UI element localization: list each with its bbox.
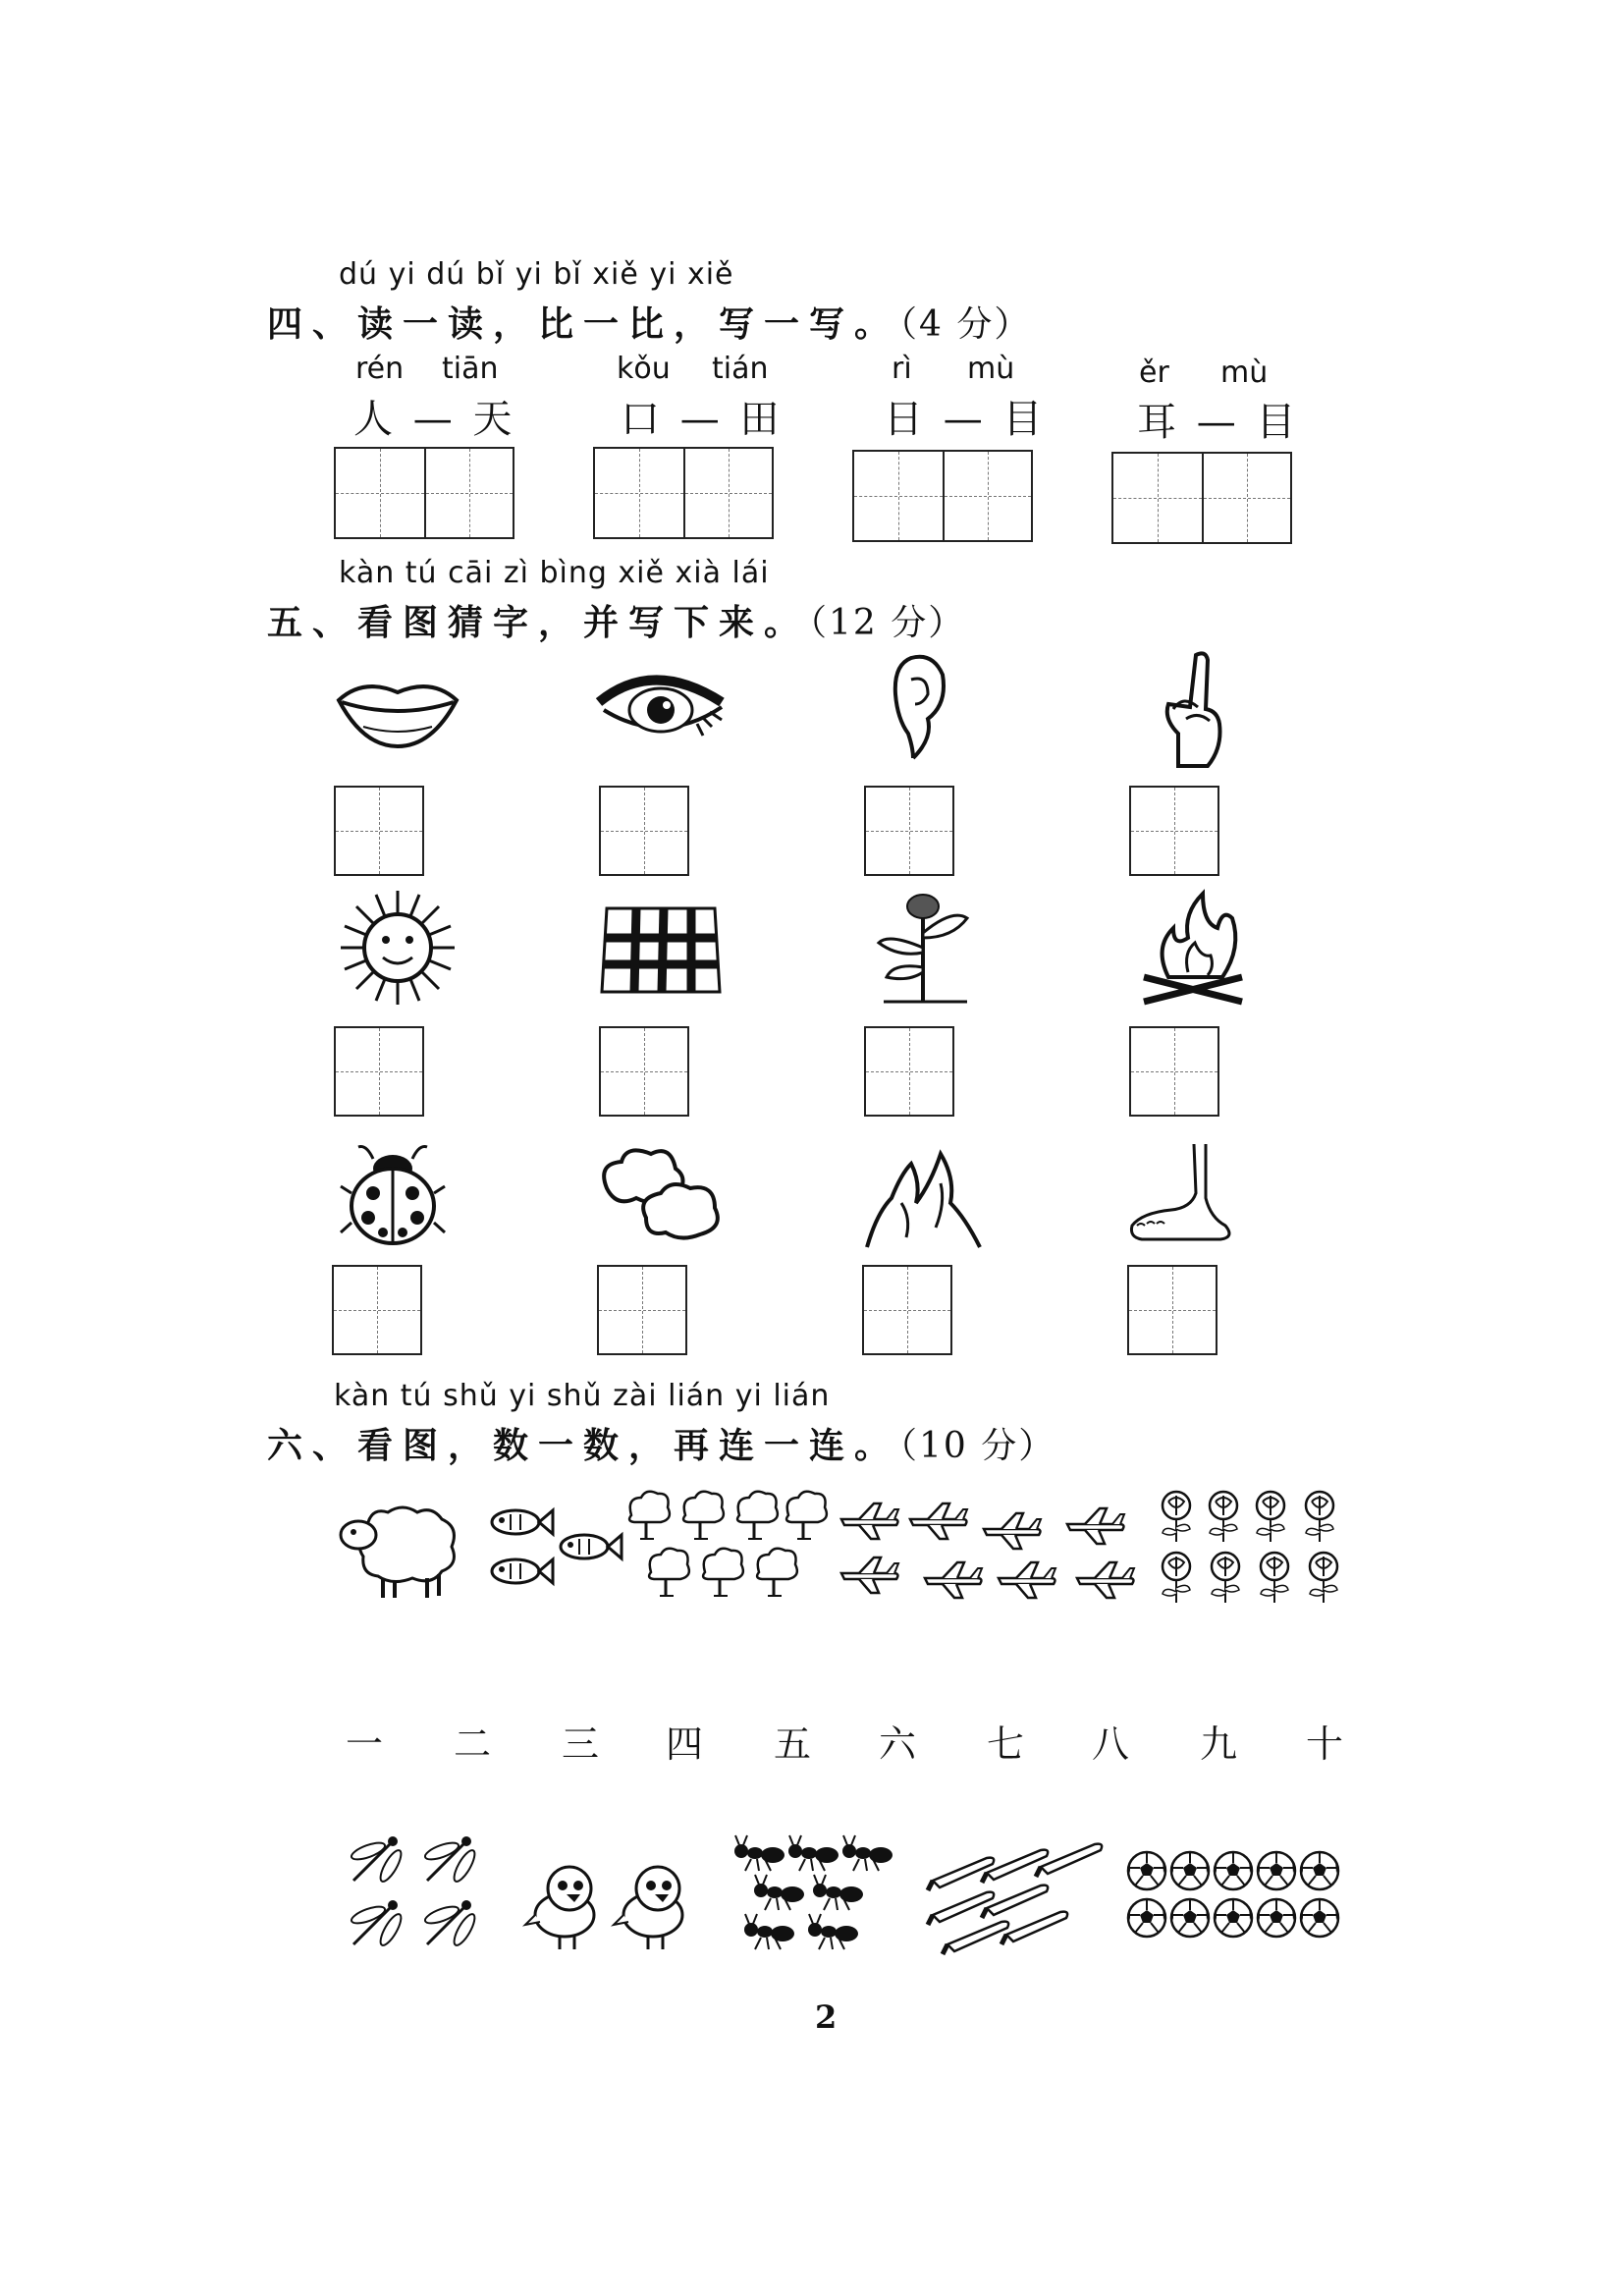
eye-picture: [594, 663, 731, 751]
tree-group: [626, 1488, 828, 1601]
football-group: [1127, 1851, 1348, 1959]
section6-heading: [267, 1418, 1055, 1468]
pair1-pinyin-a: rén: [355, 352, 405, 386]
page-number: 2: [815, 1998, 838, 2036]
cloud-picture: [597, 1144, 725, 1242]
section6-score: （10 分）: [899, 1426, 1056, 1466]
numeral-10[interactable]: 十: [1306, 1722, 1344, 1766]
pair1-pinyin-b: tiān: [442, 352, 499, 386]
answer-box-cloud[interactable]: [597, 1265, 687, 1355]
plane-group: [839, 1498, 1144, 1606]
section4-title: 四、读一读，比一比，写一写。: [267, 303, 900, 345]
answer-box-bug[interactable]: [332, 1265, 422, 1355]
numeral-3[interactable]: 三: [562, 1722, 600, 1766]
ant-group: [731, 1831, 918, 1959]
section4-heading: [267, 297, 1031, 347]
numeral-6[interactable]: 六: [879, 1722, 917, 1766]
numeral-9[interactable]: 九: [1200, 1722, 1238, 1766]
pair2-pinyin-b: tián: [712, 352, 769, 386]
section5-score: （12 分）: [809, 603, 966, 643]
numeral-5[interactable]: 五: [774, 1722, 812, 1766]
pair2-chars: 口 — 田: [621, 397, 784, 442]
section5-title: 五、看图猜字，并写下来。: [267, 602, 810, 643]
answer-box-field[interactable]: [599, 1026, 689, 1117]
answer-box-hand[interactable]: [1129, 786, 1219, 876]
section6-pinyin: kàn tú shǔ yi shǔ zài lián yi lián: [334, 1379, 831, 1413]
knife-group: [928, 1846, 1105, 1954]
section4-score: （4 分）: [899, 304, 1032, 345]
pair3-pinyin-b: mù: [967, 352, 1015, 386]
hand-picture: [1149, 650, 1237, 773]
ear-picture: [884, 650, 962, 768]
fire-picture: [1134, 889, 1252, 1007]
answer-box-foot[interactable]: [1127, 1265, 1217, 1355]
foot-picture: [1127, 1139, 1255, 1247]
pair3-pinyin-a: rì: [892, 352, 912, 386]
pair3-writing-grid[interactable]: [852, 450, 1033, 542]
answer-box-plant[interactable]: [864, 1026, 954, 1117]
dragonfly-group: [344, 1831, 501, 1954]
numeral-7[interactable]: 七: [987, 1722, 1025, 1766]
mouth-picture: [334, 673, 461, 751]
section6-title: 六、看图，数一数，再连一连。: [267, 1425, 900, 1466]
pair3-chars: 日 — 目: [884, 397, 1047, 442]
numeral-4[interactable]: 四: [666, 1722, 704, 1766]
section4-pinyin: dú yi dú bǐ yi bǐ xiě yi xiě: [339, 257, 734, 292]
numeral-8[interactable]: 八: [1092, 1722, 1130, 1766]
mountain-picture: [862, 1144, 990, 1252]
answer-box-eye[interactable]: [599, 786, 689, 876]
answer-box-ear[interactable]: [864, 786, 954, 876]
pair2-pinyin-a: kǒu: [617, 352, 671, 386]
plant-picture: [869, 889, 977, 1007]
field-picture: [597, 894, 725, 1002]
numeral-2[interactable]: 二: [454, 1722, 492, 1766]
fish-group: [486, 1503, 628, 1596]
pair4-chars: 耳 — 目: [1137, 400, 1300, 445]
bug-picture: [339, 1139, 447, 1247]
pair1-writing-grid[interactable]: [334, 447, 514, 539]
flower-group: [1159, 1488, 1365, 1620]
sheep-group: [334, 1498, 461, 1601]
answer-box-sun[interactable]: [334, 1026, 424, 1117]
section5-pinyin: kàn tú cāi zì bìng xiě xià lái: [339, 556, 770, 590]
sun-picture: [339, 889, 457, 1007]
section5-heading: [267, 595, 965, 645]
pair1-chars: 人 — 天: [353, 397, 516, 442]
pair4-pinyin-a: ěr: [1139, 355, 1169, 390]
answer-box-fire[interactable]: [1129, 1026, 1219, 1117]
pair2-writing-grid[interactable]: [593, 447, 774, 539]
answer-box-mountain[interactable]: [862, 1265, 952, 1355]
pair4-pinyin-b: mù: [1220, 355, 1269, 390]
numeral-1[interactable]: 一: [346, 1722, 384, 1766]
answer-box-mouth[interactable]: [334, 786, 424, 876]
pair4-writing-grid[interactable]: [1111, 452, 1292, 544]
bird-group: [525, 1861, 692, 1954]
